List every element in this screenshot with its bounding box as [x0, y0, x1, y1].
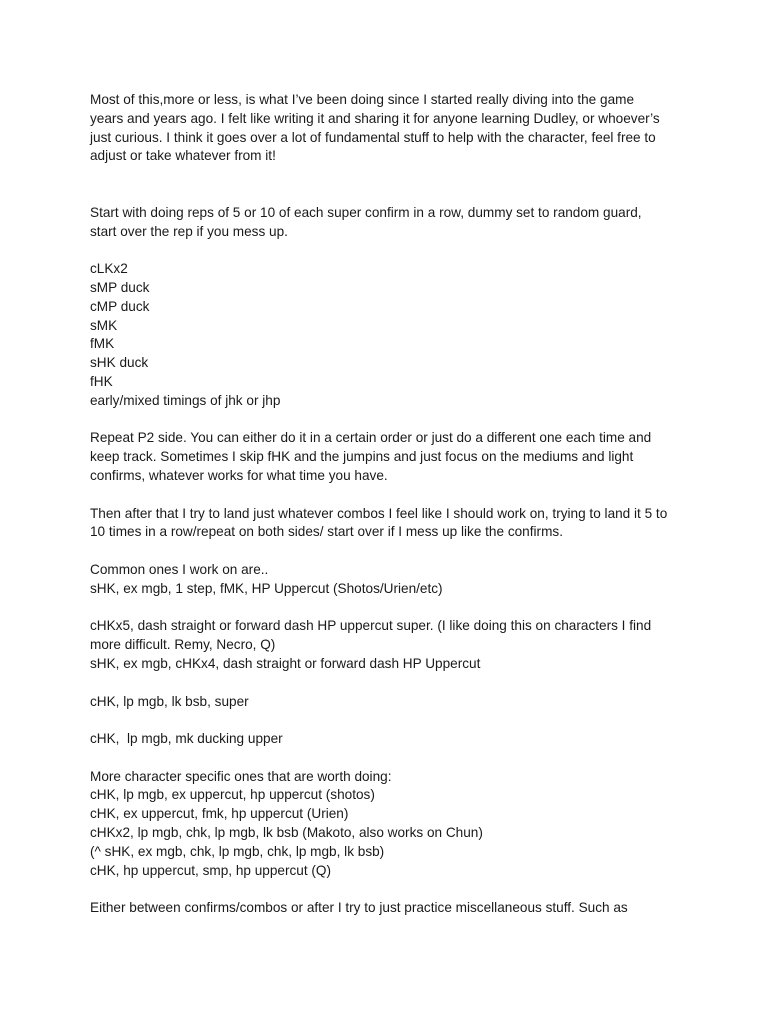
paragraph-combos — [90, 505, 690, 543]
list-item: sHK duck — [90, 355, 149, 371]
text-line: More character specific ones that are worth doing: — [90, 768, 392, 784]
list-item: more difficult. Remy, Necro, Q) — [90, 637, 276, 653]
list-item: sMK — [90, 317, 118, 333]
text-line: confirms, whatever works for what time you have. — [90, 467, 388, 483]
document-body — [90, 91, 690, 937]
list-item: cHK, lp mgb, ex uppercut, hp uppercut (shotos) — [90, 787, 375, 803]
paragraph-repeat — [90, 429, 690, 485]
list-item: sHK, ex mgb, cHKx4, dash straight or forward dash HP Uppercut — [90, 655, 481, 671]
paragraph-intro — [90, 91, 690, 166]
list-item: cHKx2, lp mgb, chk, lp mgb, lk bsb (Makoto, also works on Chun) — [90, 825, 483, 841]
text-line: start over the rep if you mess up. — [90, 223, 288, 239]
text-line: Repeat P2 side. You can either do it in a certain order or just do a different one each time and — [90, 430, 652, 446]
text-line: Either between confirms/combos or after I try to just practice miscellaneous stuff. Such as — [90, 900, 628, 916]
paragraph-misc — [90, 899, 690, 918]
text-line: Most of this,more or less, is what I’ve been doing since I started really diving into the game — [90, 92, 635, 107]
character-specific-combos — [90, 768, 690, 881]
confirm-list — [90, 260, 690, 410]
list-item: (^ sHK, ex mgb, chk, lp mgb, chk, lp mgb, lk bsb) — [90, 843, 385, 859]
list-item: cHK, lp mgb, lk bsb, super — [90, 693, 249, 709]
paragraph-super-confirm — [90, 204, 690, 242]
list-item: early/mixed timings of jhk or jhp — [90, 392, 281, 408]
list-item: sHK, ex mgb, 1 step, fMK, HP Uppercut (Shotos/Urien/etc) — [90, 580, 443, 596]
list-item: cLKx2 — [90, 261, 128, 277]
text-line: Then after that I try to land just whatever combos I feel like I should work on, trying to land it 5 to — [90, 505, 668, 521]
list-item: fMK — [90, 336, 115, 352]
list-item: cHK, lp mgb, mk ducking upper — [90, 731, 283, 747]
list-item: fHK — [90, 373, 113, 389]
text-line: Common ones I work on are.. — [90, 561, 269, 577]
text-line: just curious. I think it goes over a lot of fundamental stuff to help with the character, feel free to — [90, 129, 656, 145]
list-item: cMP duck — [90, 298, 150, 314]
list-item: cHK, ex uppercut, fmk, hp uppercut (Urien) — [90, 806, 349, 822]
text-line: years and years ago. I felt like writing it and sharing it for anyone learning Dudley, or whoever’s — [90, 110, 660, 126]
list-item: cHKx5, dash straight or forward dash HP uppercut super. (I like doing this on characters I find — [90, 618, 652, 634]
text-line: 10 times in a row/repeat on both sides/ start over if I mess up like the confirms. — [90, 524, 563, 540]
text-line: Start with doing reps of 5 or 10 of each super confirm in a row, dummy set to random guard, — [90, 204, 642, 220]
text-line: adjust or take whatever from it! — [90, 148, 276, 164]
common-combos — [90, 561, 690, 599]
text-line: keep track. Sometimes I skip fHK and the jumpins and just focus on the mediums and light — [90, 449, 634, 465]
list-item: sMP duck — [90, 279, 150, 295]
list-item: cHK, hp uppercut, smp, hp uppercut (Q) — [90, 862, 332, 878]
combo-group — [90, 617, 690, 673]
combo-group — [90, 693, 690, 712]
combo-group — [90, 730, 690, 749]
